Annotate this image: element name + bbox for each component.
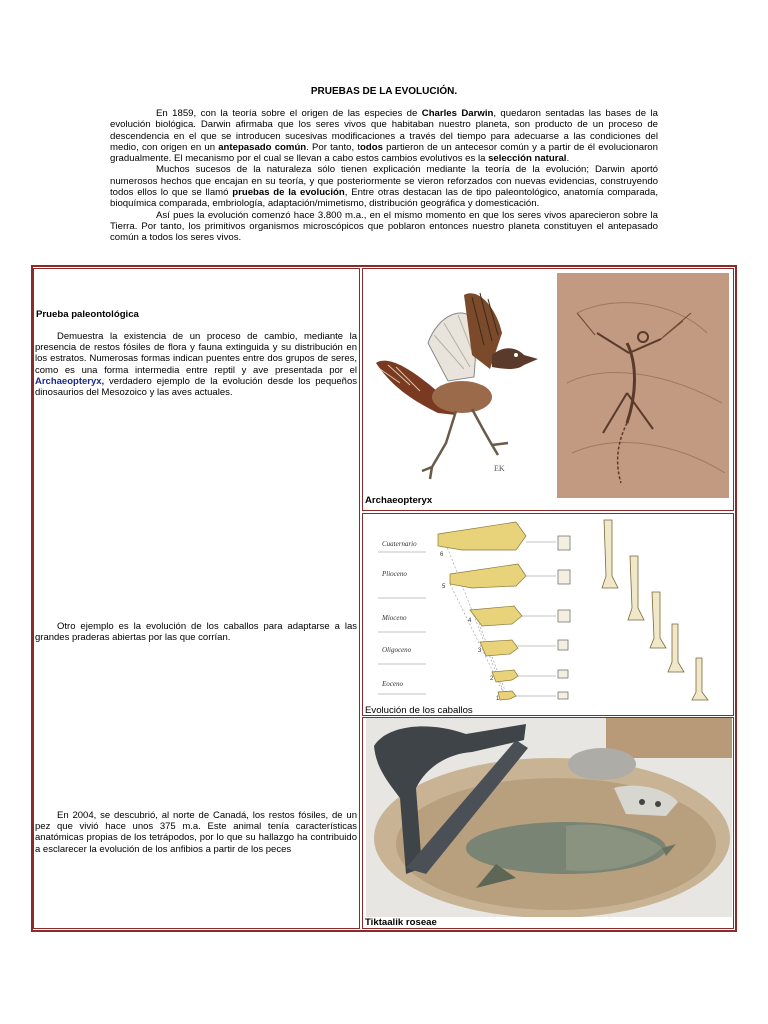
horse-text: Otro ejemplo es la evolución de los caballos para adaptarse a las grandes praderas abiertas por las que corrían. (35, 621, 357, 644)
tiktaalik-model-photo (366, 718, 732, 917)
caption-tiktaalik: Tiktaalik roseae (365, 917, 437, 928)
horse-evolution-diagram (366, 516, 732, 704)
stage-number: 3 (478, 648, 482, 654)
archaeopteryx-fossil-photo (557, 273, 729, 498)
caption-horses: Evolución de los caballos (365, 705, 473, 716)
stage-number: 1 (496, 696, 500, 702)
stage-number: 5 (442, 584, 446, 590)
intro-paragraph-1: En 1859, con la teoría sobre el origen de las especies de Charles Darwin, quedaron sentadas las bases de la evolución biológica. Darwin afirmaba que los seres vivos que habitaban nuestro planeta, son producto de un proceso de descendencia en el que se introducen sucesivas modificaciones a través del tiempo para adecuarse a las condiciones del medio, con origen en un antepasado común. Por tanto, todos partieron de un antecesor común y a partir de él evolucionaron gradualmente. El mecanismo por el cual se llevan a cabo estos cambios evolutivos es la selección natural. (110, 108, 658, 165)
archaeopteryx-text: Demuestra la existencia de un proceso de cambio, mediante la presencia de restos fósiles de flora y fauna extinguida y su distribución en los estratos. Numerosas formas indican puentes entre dos grupos de seres, como es una forma intermedia entre reptil y ave presentada por el Archaeopteryx, verdadero ejemplo de la evolución desde los pequeños dinosaurios del Mesozoico y las aves actuales. (35, 331, 357, 399)
intro-paragraph-2: Muchos sucesos de la naturaleza sólo tienen explicación mediante la teoría de la evolución; Darwin aportó numerosos hechos que encajan en su teoría, y que posteriormente se vieron reforzados con nuevas evidencias, construyendo todos ellos lo que se llamó pruebas de la evolución, Entre otras destacan las de tipo paleontológico, anatomía comparada, bioquímica comparada, embriología, adaptación/mimetismo, distribución geográfica y domesticación. (110, 164, 658, 210)
archaeopteryx-illustration (366, 285, 554, 497)
tiktaalik-text: En 2004, se descubrió, al norte de Canadá, los restos fósiles, de un pez que vivió hace unos 375 m.a. Este animal tenía características anatómicas propias de los tetrápodos, por lo que su hallazgo ha contribuido a esclarecer la evolución de los anfibios a partir de los peces (35, 810, 357, 855)
era-label: Plioceno (382, 570, 407, 578)
intro-text (110, 108, 658, 244)
stage-number: 6 (440, 552, 444, 558)
era-label: Cuaternario (382, 540, 417, 548)
stage-number: 4 (468, 618, 472, 624)
page-title: PRUEBAS DE LA EVOLUCIÓN. (310, 86, 458, 97)
era-label: Oligoceno (382, 646, 412, 654)
stage-number: 2 (490, 676, 494, 682)
era-label: Mioceno (382, 614, 407, 622)
artist-mark: EK (494, 464, 505, 473)
intro-paragraph-3: Así pues la evolución comenzó hace 3.800 m.a., en el mismo momento en que los seres vivos aparecieron sobre la Tierra. Por tanto, los primitivos organismos microscópicos que poblaron entonces nuestro planeta constituyen el antepasado común a todos los seres vivos. (110, 209, 658, 244)
caption-archaeopteryx: Archaeopteryx (365, 495, 433, 506)
section-heading: Prueba paleontológica (36, 309, 139, 320)
era-label: Eoceno (382, 680, 403, 688)
